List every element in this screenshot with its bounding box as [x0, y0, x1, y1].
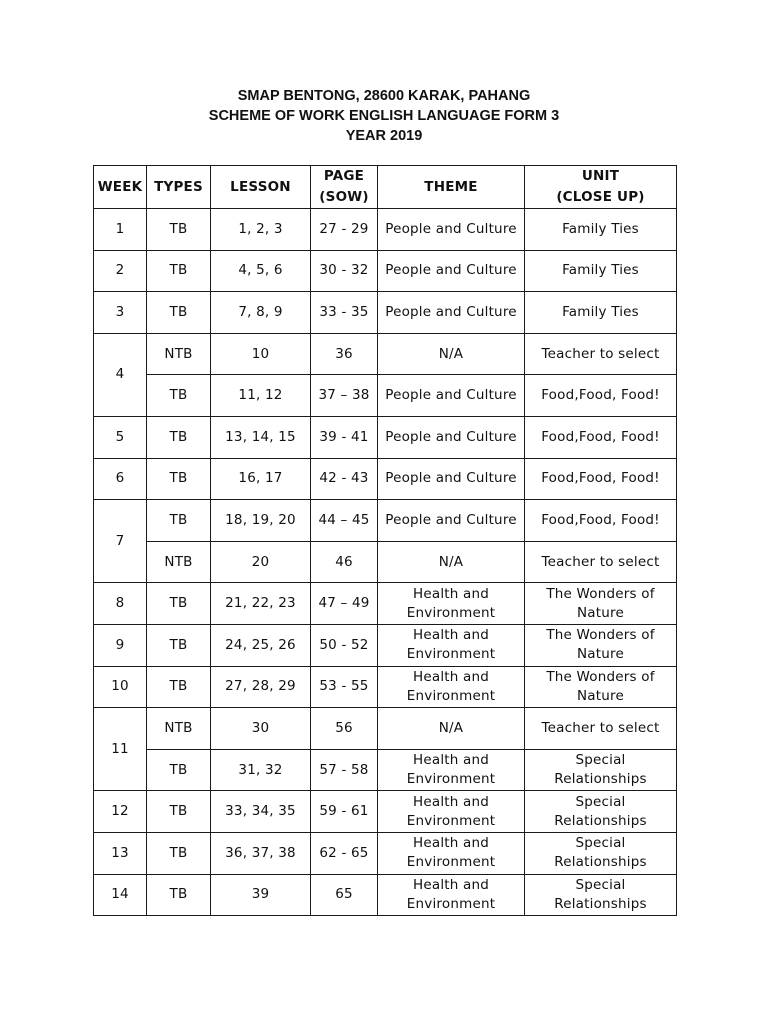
page-cell: 62 - 65 — [311, 832, 378, 874]
school-name: SMAP BENTONG, 28600 KARAK, PAHANG — [237, 88, 531, 104]
lesson-cell: 11, 12 — [211, 375, 311, 417]
unit-cell: Food,Food, Food! — [525, 375, 677, 417]
lesson-cell: 4, 5, 6 — [211, 250, 311, 292]
lesson-cell: 10 — [211, 333, 311, 375]
scheme-of-work-table — [93, 165, 677, 916]
theme-cell: Health and Environment — [378, 749, 525, 791]
table-row — [94, 624, 677, 666]
unit-cell: The Wonders of Nature — [525, 583, 677, 625]
page-cell: 46 — [311, 541, 378, 583]
table-row — [94, 250, 677, 292]
types-cell: TB — [147, 375, 211, 417]
types-cell: TB — [147, 791, 211, 833]
column-header-unit-line1: UNIT — [581, 168, 620, 184]
page-cell: 33 - 35 — [311, 292, 378, 334]
table-row — [94, 209, 677, 251]
page-cell: 59 - 61 — [311, 791, 378, 833]
week-cell: 1 — [94, 209, 147, 251]
table-row — [94, 749, 677, 791]
types-cell: TB — [147, 292, 211, 334]
theme-cell: Health and Environment — [378, 874, 525, 916]
week-cell: 11 — [94, 708, 147, 791]
table-row — [94, 874, 677, 916]
page-cell: 30 - 32 — [311, 250, 378, 292]
lesson-cell: 7, 8, 9 — [211, 292, 311, 334]
column-header-unit-line2: (CLOSE UP) — [556, 189, 645, 205]
unit-cell: The Wonders of Nature — [525, 624, 677, 666]
theme-cell: Health and Environment — [378, 624, 525, 666]
theme-cell: People and Culture — [378, 458, 525, 500]
table-row — [94, 791, 677, 833]
lesson-cell: 39 — [211, 874, 311, 916]
unit-cell: Special Relationships — [525, 791, 677, 833]
column-header-page-line1: PAGE — [323, 168, 365, 184]
column-header-types: TYPES — [147, 166, 211, 209]
document-title: SCHEME OF WORK ENGLISH LANGUAGE FORM 3 — [208, 108, 560, 124]
page-cell: 36 — [311, 333, 378, 375]
types-cell: TB — [147, 250, 211, 292]
unit-cell: Food,Food, Food! — [525, 500, 677, 542]
unit-cell: Teacher to select — [525, 708, 677, 750]
lesson-cell: 20 — [211, 541, 311, 583]
week-cell: 14 — [94, 874, 147, 916]
types-cell: TB — [147, 666, 211, 708]
page-cell: 42 - 43 — [311, 458, 378, 500]
types-cell: TB — [147, 500, 211, 542]
unit-cell: Food,Food, Food! — [525, 458, 677, 500]
week-cell: 6 — [94, 458, 147, 500]
unit-cell: Special Relationships — [525, 874, 677, 916]
unit-cell: Family Ties — [525, 250, 677, 292]
types-cell: NTB — [147, 333, 211, 375]
lesson-cell: 16, 17 — [211, 458, 311, 500]
lesson-cell: 36, 37, 38 — [211, 832, 311, 874]
page-cell: 27 - 29 — [311, 209, 378, 251]
theme-cell: People and Culture — [378, 500, 525, 542]
unit-cell: Family Ties — [525, 292, 677, 334]
theme-cell: Health and Environment — [378, 791, 525, 833]
week-cell: 3 — [94, 292, 147, 334]
types-cell: TB — [147, 624, 211, 666]
lesson-cell: 31, 32 — [211, 749, 311, 791]
week-cell: 5 — [94, 416, 147, 458]
lesson-cell: 30 — [211, 708, 311, 750]
column-header-week: WEEK — [94, 166, 147, 209]
theme-cell: Health and Environment — [378, 666, 525, 708]
unit-cell: Teacher to select — [525, 333, 677, 375]
theme-cell: Health and Environment — [378, 583, 525, 625]
unit-cell: Teacher to select — [525, 541, 677, 583]
types-cell: TB — [147, 832, 211, 874]
table-header-row — [94, 166, 677, 209]
unit-cell: The Wonders of Nature — [525, 666, 677, 708]
table-row — [94, 666, 677, 708]
week-cell: 12 — [94, 791, 147, 833]
week-cell: 9 — [94, 624, 147, 666]
page-cell: 39 - 41 — [311, 416, 378, 458]
types-cell: TB — [147, 583, 211, 625]
table-row — [94, 708, 677, 750]
column-header-lesson: LESSON — [211, 166, 311, 209]
table-row — [94, 375, 677, 417]
page-cell: 44 – 45 — [311, 500, 378, 542]
page-cell: 65 — [311, 874, 378, 916]
table-row — [94, 458, 677, 500]
table-row — [94, 333, 677, 375]
unit-cell: Food,Food, Food! — [525, 416, 677, 458]
week-cell: 8 — [94, 583, 147, 625]
table-row — [94, 416, 677, 458]
column-header-page — [311, 166, 378, 209]
lesson-cell: 18, 19, 20 — [211, 500, 311, 542]
theme-cell: N/A — [378, 333, 525, 375]
table-row — [94, 292, 677, 334]
theme-cell: N/A — [378, 541, 525, 583]
lesson-cell: 13, 14, 15 — [211, 416, 311, 458]
types-cell: TB — [147, 209, 211, 251]
lesson-cell: 24, 25, 26 — [211, 624, 311, 666]
theme-cell: Health and Environment — [378, 832, 525, 874]
theme-cell: People and Culture — [378, 209, 525, 251]
types-cell: TB — [147, 749, 211, 791]
column-header-theme: THEME — [378, 166, 525, 209]
lesson-cell: 33, 34, 35 — [211, 791, 311, 833]
theme-cell: People and Culture — [378, 250, 525, 292]
types-cell: TB — [147, 458, 211, 500]
table-row — [94, 541, 677, 583]
unit-cell: Special Relationships — [525, 749, 677, 791]
table-row — [94, 500, 677, 542]
week-cell: 13 — [94, 832, 147, 874]
week-cell: 4 — [94, 333, 147, 416]
theme-cell: People and Culture — [378, 416, 525, 458]
types-cell: TB — [147, 416, 211, 458]
week-cell: 10 — [94, 666, 147, 708]
unit-cell: Special Relationships — [525, 832, 677, 874]
types-cell: NTB — [147, 708, 211, 750]
lesson-cell: 21, 22, 23 — [211, 583, 311, 625]
table-row — [94, 583, 677, 625]
week-cell: 2 — [94, 250, 147, 292]
document-year: YEAR 2019 — [345, 128, 423, 144]
page-cell: 57 - 58 — [311, 749, 378, 791]
page-cell: 50 - 52 — [311, 624, 378, 666]
document-header — [0, 86, 768, 146]
types-cell: NTB — [147, 541, 211, 583]
page-cell: 37 – 38 — [311, 375, 378, 417]
lesson-cell: 27, 28, 29 — [211, 666, 311, 708]
column-header-unit — [525, 166, 677, 209]
page-cell: 56 — [311, 708, 378, 750]
types-cell: TB — [147, 874, 211, 916]
week-cell: 7 — [94, 500, 147, 583]
column-header-page-line2: (SOW) — [319, 189, 369, 205]
theme-cell: People and Culture — [378, 292, 525, 334]
table-row — [94, 832, 677, 874]
page-cell: 47 – 49 — [311, 583, 378, 625]
theme-cell: N/A — [378, 708, 525, 750]
page-cell: 53 - 55 — [311, 666, 378, 708]
lesson-cell: 1, 2, 3 — [211, 209, 311, 251]
unit-cell: Family Ties — [525, 209, 677, 251]
theme-cell: People and Culture — [378, 375, 525, 417]
